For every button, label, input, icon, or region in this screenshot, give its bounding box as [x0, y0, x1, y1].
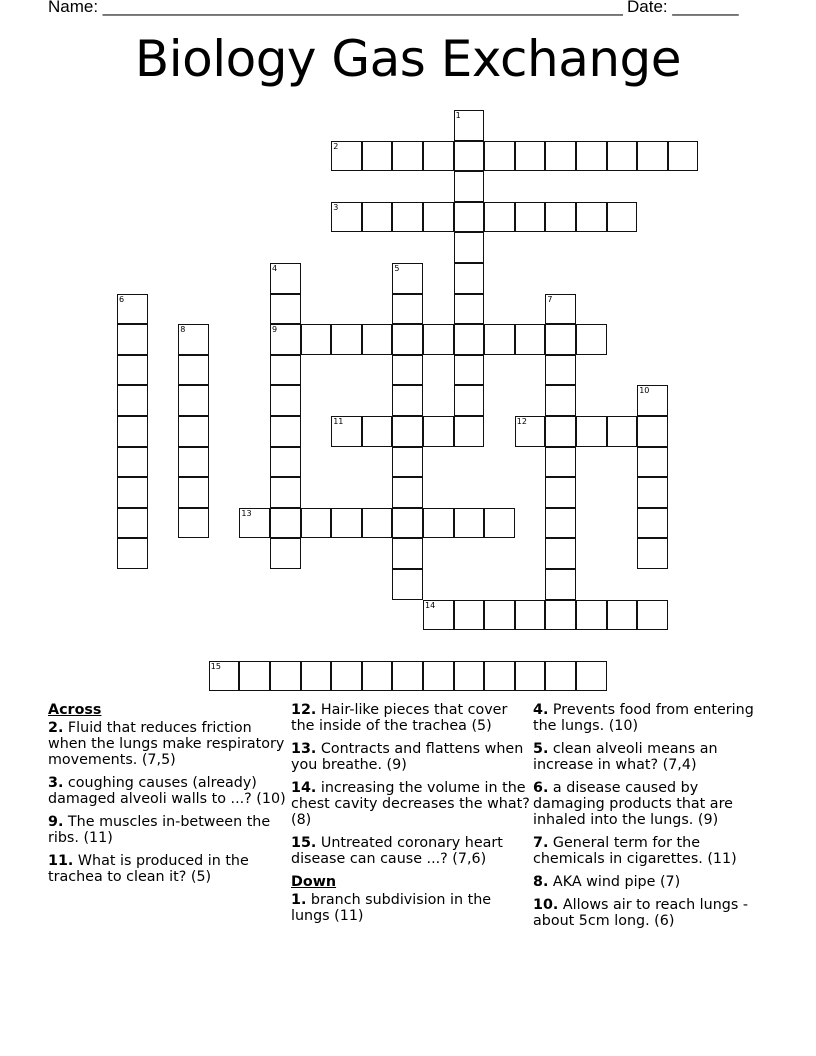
- clue-text: branch subdivision in the lungs (11): [291, 892, 492, 924]
- crossword-cell[interactable]: [545, 416, 576, 447]
- crossword-cell[interactable]: [454, 141, 485, 172]
- crossword-cell[interactable]: [484, 141, 515, 172]
- crossword-cell[interactable]: [270, 538, 301, 569]
- clue-number: 7.: [533, 835, 549, 851]
- crossword-cell[interactable]: [607, 202, 638, 233]
- crossword-cell[interactable]: [178, 508, 209, 539]
- clue-across-9: [48, 814, 288, 846]
- crossword-cell[interactable]: [362, 661, 393, 692]
- clue-number-label: 13: [241, 508, 252, 518]
- clue-number-label: 1: [455, 111, 461, 120]
- clue-number-label: 9: [272, 325, 278, 335]
- crossword-cell[interactable]: [515, 324, 546, 355]
- crossword-cell[interactable]: [637, 447, 668, 478]
- crossword-cell[interactable]: [637, 385, 668, 416]
- crossword-cell[interactable]: [392, 385, 423, 416]
- crossword-cell[interactable]: [270, 324, 301, 355]
- clue-number: 5.: [533, 741, 549, 757]
- crossword-cell[interactable]: [545, 355, 576, 386]
- clue-number-label: 4: [272, 264, 278, 273]
- crossword-cell[interactable]: [545, 141, 576, 172]
- crossword-cell[interactable]: [301, 508, 332, 539]
- clue-number: 12.: [291, 702, 317, 718]
- clue-number-label: 2: [333, 141, 339, 151]
- clue-down-6: [533, 780, 773, 828]
- clue-number: 9.: [48, 814, 64, 830]
- clue-text: Contracts and flattens when you breathe. (9): [291, 741, 524, 773]
- clue-number-label: 14: [425, 600, 436, 610]
- crossword-cell[interactable]: [484, 508, 515, 539]
- clue-text: Prevents food from entering the lungs. (10): [533, 702, 754, 734]
- crossword-cell[interactable]: [545, 385, 576, 416]
- clue-number: 3.: [48, 775, 64, 791]
- crossword-cell[interactable]: [362, 324, 393, 355]
- crossword-cell[interactable]: [270, 263, 301, 294]
- crossword-cell[interactable]: [484, 600, 515, 631]
- crossword-cell[interactable]: [484, 324, 515, 355]
- crossword-cell[interactable]: [637, 141, 668, 172]
- crossword-cell[interactable]: [331, 508, 362, 539]
- crossword-cell[interactable]: [301, 324, 332, 355]
- crossword-cell[interactable]: [331, 416, 362, 447]
- crossword-cell[interactable]: [545, 538, 576, 569]
- crossword-cell[interactable]: [637, 477, 668, 508]
- name-label: Name:: [48, 0, 103, 16]
- crossword-cell[interactable]: [117, 385, 148, 416]
- crossword-cell[interactable]: [484, 202, 515, 233]
- clue-across-2: [48, 720, 288, 768]
- crossword-cell[interactable]: [117, 416, 148, 447]
- crossword-cell[interactable]: [423, 202, 454, 233]
- across-heading: Across: [48, 702, 102, 718]
- crossword-cell[interactable]: [392, 447, 423, 478]
- clue-text: increasing the volume in the chest cavity decreases the what? (8): [291, 780, 530, 828]
- clue-number-label: 6: [119, 294, 125, 304]
- crossword-cell[interactable]: [423, 661, 454, 692]
- clues-column-2: [291, 702, 531, 931]
- clue-text: AKA wind pipe (7): [548, 874, 681, 890]
- clue-number: 15.: [291, 835, 317, 851]
- clue-number-label: 12: [516, 417, 527, 426]
- clue-number: 13.: [291, 741, 317, 757]
- crossword-cell[interactable]: [454, 661, 485, 692]
- clue-number-label: 10: [639, 386, 650, 396]
- crossword-cell[interactable]: [454, 324, 485, 355]
- crossword-cell[interactable]: [668, 141, 699, 172]
- crossword-cell[interactable]: [270, 355, 301, 386]
- clue-down-1: [291, 892, 531, 924]
- crossword-cell[interactable]: [576, 600, 607, 631]
- clue-across-15: [291, 835, 531, 867]
- crossword-cell[interactable]: [454, 171, 485, 202]
- clue-down-8: [533, 874, 773, 890]
- crossword-cell[interactable]: [392, 569, 423, 600]
- clue-across-13: [291, 741, 531, 773]
- crossword-cell[interactable]: [454, 202, 485, 233]
- clue-text: Hair-like pieces that cover the inside of the trachea (5): [291, 702, 508, 734]
- crossword-cell[interactable]: [515, 600, 546, 631]
- clue-down-5: [533, 741, 773, 773]
- crossword-cell[interactable]: [270, 294, 301, 325]
- crossword-cell[interactable]: [607, 600, 638, 631]
- crossword-cell[interactable]: [239, 661, 270, 692]
- clue-text: a disease caused by damaging products that are inhaled into the lungs. (9): [533, 780, 733, 828]
- clue-number: 10.: [533, 897, 559, 913]
- clue-number: 4.: [533, 702, 549, 718]
- page-title: Biology Gas Exchange: [134, 30, 682, 88]
- name-line[interactable]: _______________________________________________________: [102, 0, 623, 16]
- crossword-cell[interactable]: [178, 385, 209, 416]
- down-heading: Down: [291, 874, 337, 890]
- crossword-cell[interactable]: [178, 477, 209, 508]
- crossword-cell[interactable]: [576, 416, 607, 447]
- crossword-cell[interactable]: [239, 508, 270, 539]
- date-line[interactable]: _______: [672, 0, 739, 16]
- crossword-cell[interactable]: [576, 324, 607, 355]
- crossword-cell[interactable]: [515, 416, 546, 447]
- crossword-cell[interactable]: [454, 263, 485, 294]
- crossword-cell[interactable]: [454, 110, 485, 141]
- crossword-cell[interactable]: [392, 355, 423, 386]
- crossword-cell[interactable]: [545, 477, 576, 508]
- crossword-cell[interactable]: [362, 508, 393, 539]
- crossword-cell[interactable]: [515, 141, 546, 172]
- crossword-cell[interactable]: [545, 600, 576, 631]
- clue-text: Untreated coronary heart disease can cause ...? (7,6): [291, 835, 503, 867]
- crossword-cell[interactable]: [423, 416, 454, 447]
- clue-down-7: [533, 835, 773, 867]
- crossword-cell[interactable]: [392, 202, 423, 233]
- crossword-cell[interactable]: [270, 447, 301, 478]
- crossword-cell[interactable]: [515, 202, 546, 233]
- crossword-cell[interactable]: [270, 477, 301, 508]
- crossword-cell[interactable]: [454, 600, 485, 631]
- crossword-cell[interactable]: [545, 294, 576, 325]
- crossword-cell[interactable]: [331, 141, 362, 172]
- crossword-cell[interactable]: [545, 661, 576, 692]
- clue-number: 2.: [48, 720, 64, 736]
- crossword-cell[interactable]: [576, 661, 607, 692]
- crossword-cell[interactable]: [117, 508, 148, 539]
- clue-across-3: [48, 775, 288, 807]
- clue-number-label: 7: [547, 294, 553, 304]
- clue-across-12: [291, 702, 531, 734]
- clue-number-label: 8: [180, 325, 186, 335]
- crossword-cell[interactable]: [117, 294, 148, 325]
- clue-across-14: [291, 780, 531, 828]
- clue-number-label: 5: [394, 264, 400, 273]
- clue-number: 14.: [291, 780, 317, 796]
- clue-number-label: 15: [210, 661, 221, 671]
- crossword-cell[interactable]: [423, 508, 454, 539]
- crossword-cell[interactable]: [209, 661, 240, 692]
- crossword-cell[interactable]: [484, 661, 515, 692]
- crossword-cell[interactable]: [607, 416, 638, 447]
- clue-text: The muscles in-between the ribs. (11): [48, 814, 271, 846]
- crossword-cell[interactable]: [331, 202, 362, 233]
- crossword-cell[interactable]: [392, 263, 423, 294]
- clue-text: General term for the chemicals in cigarettes. (11): [533, 835, 737, 867]
- crossword-cell[interactable]: [178, 447, 209, 478]
- crossword-cell[interactable]: [270, 661, 301, 692]
- crossword-cell[interactable]: [423, 141, 454, 172]
- crossword-cell[interactable]: [392, 141, 423, 172]
- crossword-cell[interactable]: [423, 600, 454, 631]
- crossword-cell[interactable]: [454, 294, 485, 325]
- crossword-cell[interactable]: [545, 324, 576, 355]
- crossword-cell[interactable]: [362, 202, 393, 233]
- crossword-cell[interactable]: [423, 324, 454, 355]
- crossword-cell[interactable]: [637, 600, 668, 631]
- clue-number: 11.: [48, 853, 74, 869]
- crossword-cell[interactable]: [392, 324, 423, 355]
- crossword-cell[interactable]: [117, 355, 148, 386]
- clue-number: 1.: [291, 892, 307, 908]
- crossword-cell[interactable]: [270, 508, 301, 539]
- crossword-cell[interactable]: [270, 416, 301, 447]
- clue-number: 6.: [533, 780, 549, 796]
- clue-text: coughing causes (already) damaged alveoli walls to ...? (10): [48, 775, 286, 807]
- clue-text: What is produced in the trachea to clean it? (5): [48, 853, 249, 885]
- clue-down-4: [533, 702, 773, 734]
- crossword-cell[interactable]: [117, 538, 148, 569]
- crossword-cell[interactable]: [576, 202, 607, 233]
- crossword-cell[interactable]: [178, 416, 209, 447]
- crossword-cell[interactable]: [545, 447, 576, 478]
- crossword-cell[interactable]: [301, 661, 332, 692]
- crossword-cell[interactable]: [545, 508, 576, 539]
- crossword-cell[interactable]: [392, 477, 423, 508]
- crossword-cell[interactable]: [270, 385, 301, 416]
- crossword-cell[interactable]: [454, 508, 485, 539]
- crossword-cell[interactable]: [392, 294, 423, 325]
- crossword-cell[interactable]: [454, 416, 485, 447]
- crossword-cell[interactable]: [117, 324, 148, 355]
- crossword-cell[interactable]: [637, 416, 668, 447]
- crossword-cell[interactable]: [331, 324, 362, 355]
- clue-text: Fluid that reduces friction when the lungs make respiratory movements. (7,5): [48, 720, 285, 768]
- clues-column-1: [48, 702, 288, 892]
- crossword-cell[interactable]: [392, 538, 423, 569]
- crossword-cell[interactable]: [545, 569, 576, 600]
- crossword-cell[interactable]: [117, 447, 148, 478]
- crossword-cell[interactable]: [607, 141, 638, 172]
- crossword-cell[interactable]: [545, 202, 576, 233]
- crossword-cell[interactable]: [576, 141, 607, 172]
- crossword-cell[interactable]: [117, 477, 148, 508]
- clue-number-label: 3: [333, 202, 339, 212]
- date-label: Date:: [627, 0, 673, 16]
- clue-text: clean alveoli means an increase in what? (7,4): [533, 741, 718, 773]
- crossword-cell[interactable]: [515, 661, 546, 692]
- crossword-cell[interactable]: [392, 416, 423, 447]
- clue-text: Allows air to reach lungs - about 5cm long. (6): [533, 897, 748, 929]
- crossword-cell[interactable]: [637, 508, 668, 539]
- crossword-cell[interactable]: [454, 385, 485, 416]
- crossword-cell[interactable]: [454, 232, 485, 263]
- crossword-cell[interactable]: [392, 661, 423, 692]
- crossword-cell[interactable]: [331, 661, 362, 692]
- clue-number-label: 11: [333, 417, 344, 426]
- crossword-cell[interactable]: [178, 355, 209, 386]
- clue-number: 8.: [533, 874, 549, 890]
- crossword-cell[interactable]: [392, 508, 423, 539]
- clues-column-3: [533, 702, 773, 936]
- clue-across-11: [48, 853, 288, 885]
- clue-down-10: [533, 897, 773, 929]
- crossword-cell[interactable]: [362, 416, 393, 447]
- crossword-cell[interactable]: [637, 538, 668, 569]
- crossword-cell[interactable]: [178, 324, 209, 355]
- crossword-cell[interactable]: [454, 355, 485, 386]
- crossword-cell[interactable]: [362, 141, 393, 172]
